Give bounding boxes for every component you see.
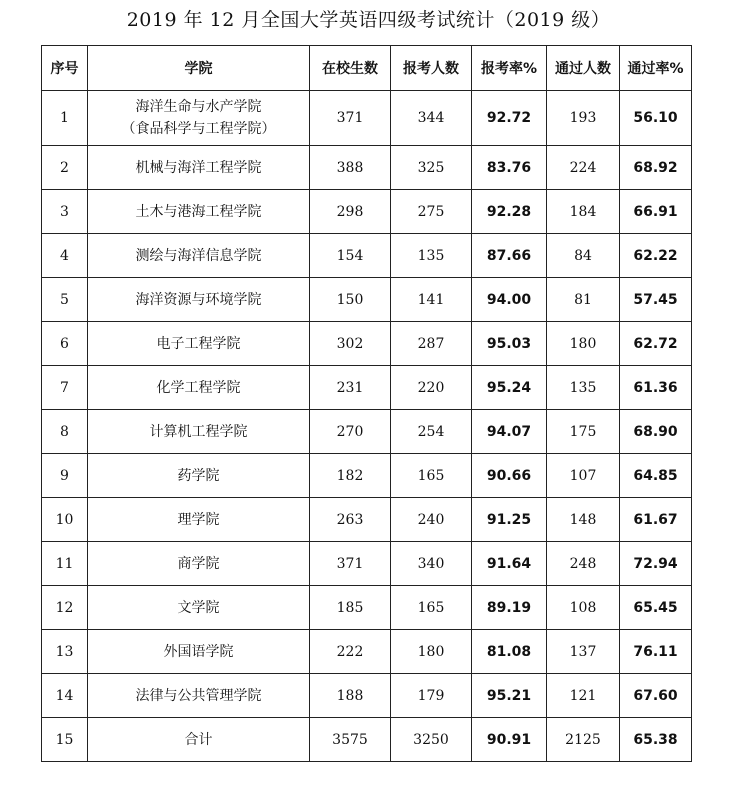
row-number: 10 — [42, 498, 88, 542]
college-name — [88, 630, 310, 674]
registration-rate: 91.64 — [472, 542, 547, 586]
table-row — [42, 586, 692, 630]
row-number: 11 — [42, 542, 88, 586]
registered-count: 254 — [391, 410, 472, 454]
enrolled-count: 222 — [310, 630, 391, 674]
registered-count: 3250 — [391, 718, 472, 762]
table-row — [42, 674, 692, 718]
registered-count: 287 — [391, 322, 472, 366]
registration-rate: 92.28 — [472, 190, 547, 234]
passed-count: 107 — [547, 454, 620, 498]
registered-count: 180 — [391, 630, 472, 674]
registration-rate: 91.25 — [472, 498, 547, 542]
header-enrolled: 在校生数 — [310, 46, 391, 91]
pass-rate: 62.22 — [620, 234, 692, 278]
college-name-text: 土木与港海工程学院 — [135, 203, 262, 220]
enrolled-count: 371 — [310, 542, 391, 586]
table-row — [42, 630, 692, 674]
enrolled-count: 154 — [310, 234, 391, 278]
table-row — [42, 91, 692, 146]
college-name-text: 测绘与海洋信息学院 — [135, 247, 262, 264]
row-number: 5 — [42, 278, 88, 322]
pass-rate: 67.60 — [620, 674, 692, 718]
pass-rate: 68.90 — [620, 410, 692, 454]
registered-count: 141 — [391, 278, 472, 322]
college-name — [88, 146, 310, 190]
passed-count: 148 — [547, 498, 620, 542]
row-number: 4 — [42, 234, 88, 278]
table-row — [42, 410, 692, 454]
row-number: 2 — [42, 146, 88, 190]
table-row — [42, 454, 692, 498]
registered-count: 340 — [391, 542, 472, 586]
college-name — [88, 454, 310, 498]
enrolled-count: 182 — [310, 454, 391, 498]
registration-rate: 89.19 — [472, 586, 547, 630]
enrolled-count: 298 — [310, 190, 391, 234]
registered-count: 165 — [391, 586, 472, 630]
header-passed: 通过人数 — [547, 46, 620, 91]
college-name — [88, 91, 310, 146]
college-name-text: 法律与公共管理学院 — [135, 687, 262, 704]
header-college: 学院 — [88, 46, 310, 91]
registered-count: 220 — [391, 366, 472, 410]
college-name-sub-text: （食品科学与工程学院） — [121, 121, 276, 137]
table-row — [42, 234, 692, 278]
passed-count: 184 — [547, 190, 620, 234]
pass-rate: 66.91 — [620, 190, 692, 234]
pass-rate: 57.45 — [620, 278, 692, 322]
registered-count: 240 — [391, 498, 472, 542]
row-number: 3 — [42, 190, 88, 234]
pass-rate: 56.10 — [620, 91, 692, 146]
document-title: 2019 年 12 月全国大学英语四级考试统计（2019 级） — [126, 9, 611, 31]
passed-count: 135 — [547, 366, 620, 410]
enrolled-count: 3575 — [310, 718, 391, 762]
passed-count: 180 — [547, 322, 620, 366]
college-name-text: 电子工程学院 — [156, 335, 241, 352]
college-name-text: 海洋生命与水产学院 — [135, 99, 262, 115]
registration-rate: 94.00 — [472, 278, 547, 322]
college-name — [88, 234, 310, 278]
college-name — [88, 674, 310, 718]
table-row — [42, 190, 692, 234]
college-name — [88, 410, 310, 454]
college-name-text: 计算机工程学院 — [149, 423, 248, 440]
registered-count: 325 — [391, 146, 472, 190]
header-registered: 报考人数 — [391, 46, 472, 91]
registration-rate: 83.76 — [472, 146, 547, 190]
enrolled-count: 263 — [310, 498, 391, 542]
row-number: 9 — [42, 454, 88, 498]
enrolled-count: 388 — [310, 146, 391, 190]
enrolled-count: 302 — [310, 322, 391, 366]
college-name — [88, 498, 310, 542]
college-name-text: 合计 — [184, 731, 213, 748]
passed-count: 248 — [547, 542, 620, 586]
enrolled-count: 150 — [310, 278, 391, 322]
college-name-text: 海洋资源与环境学院 — [135, 291, 262, 308]
college-name — [88, 366, 310, 410]
college-name-text: 理学院 — [177, 511, 220, 528]
statistics-table — [41, 45, 692, 762]
pass-rate: 65.38 — [620, 718, 692, 762]
table-row — [42, 322, 692, 366]
header-reg-rate: 报考率% — [472, 46, 547, 91]
pass-rate: 61.67 — [620, 498, 692, 542]
table-row — [42, 542, 692, 586]
passed-count: 175 — [547, 410, 620, 454]
pass-rate: 72.94 — [620, 542, 692, 586]
college-name-text: 化学工程学院 — [156, 379, 241, 396]
row-number: 12 — [42, 586, 88, 630]
enrolled-count: 270 — [310, 410, 391, 454]
pass-rate: 76.11 — [620, 630, 692, 674]
row-number: 15 — [42, 718, 88, 762]
registration-rate: 95.03 — [472, 322, 547, 366]
passed-count: 224 — [547, 146, 620, 190]
registration-rate: 95.24 — [472, 366, 547, 410]
college-name — [88, 718, 310, 762]
pass-rate: 65.45 — [620, 586, 692, 630]
header-row — [42, 46, 692, 91]
table-row — [42, 366, 692, 410]
enrolled-count: 371 — [310, 91, 391, 146]
registered-count: 165 — [391, 454, 472, 498]
college-name — [88, 278, 310, 322]
passed-count: 84 — [547, 234, 620, 278]
registration-rate: 94.07 — [472, 410, 547, 454]
table-row — [42, 718, 692, 762]
passed-count: 108 — [547, 586, 620, 630]
college-name-text: 文学院 — [177, 599, 220, 616]
passed-count: 137 — [547, 630, 620, 674]
passed-count: 121 — [547, 674, 620, 718]
pass-rate: 68.92 — [620, 146, 692, 190]
header-pass-rate: 通过率% — [620, 46, 692, 91]
college-name-text: 机械与海洋工程学院 — [135, 159, 262, 176]
enrolled-count: 185 — [310, 586, 391, 630]
college-name — [88, 190, 310, 234]
college-name — [88, 542, 310, 586]
passed-count: 2125 — [547, 718, 620, 762]
passed-count: 81 — [547, 278, 620, 322]
row-number: 6 — [42, 322, 88, 366]
enrolled-count: 231 — [310, 366, 391, 410]
table-row — [42, 278, 692, 322]
registration-rate: 95.21 — [472, 674, 547, 718]
college-name-text: 外国语学院 — [163, 643, 234, 660]
table-row — [42, 146, 692, 190]
table-row — [42, 498, 692, 542]
header-no: 序号 — [42, 46, 88, 91]
row-number: 13 — [42, 630, 88, 674]
registration-rate: 90.66 — [472, 454, 547, 498]
college-name — [88, 586, 310, 630]
pass-rate: 61.36 — [620, 366, 692, 410]
enrolled-count: 188 — [310, 674, 391, 718]
college-name-text: 商学院 — [177, 555, 220, 572]
registered-count: 135 — [391, 234, 472, 278]
registration-rate: 81.08 — [472, 630, 547, 674]
college-name — [88, 322, 310, 366]
college-name-text: 药学院 — [177, 467, 220, 484]
registration-rate: 92.72 — [472, 91, 547, 146]
table-body — [42, 91, 692, 762]
row-number: 7 — [42, 366, 88, 410]
row-number: 14 — [42, 674, 88, 718]
passed-count: 193 — [547, 91, 620, 146]
registration-rate: 87.66 — [472, 234, 547, 278]
registered-count: 275 — [391, 190, 472, 234]
pass-rate: 62.72 — [620, 322, 692, 366]
registered-count: 344 — [391, 91, 472, 146]
pass-rate: 64.85 — [620, 454, 692, 498]
row-number: 1 — [42, 91, 88, 146]
registered-count: 179 — [391, 674, 472, 718]
registration-rate: 90.91 — [472, 718, 547, 762]
row-number: 8 — [42, 410, 88, 454]
